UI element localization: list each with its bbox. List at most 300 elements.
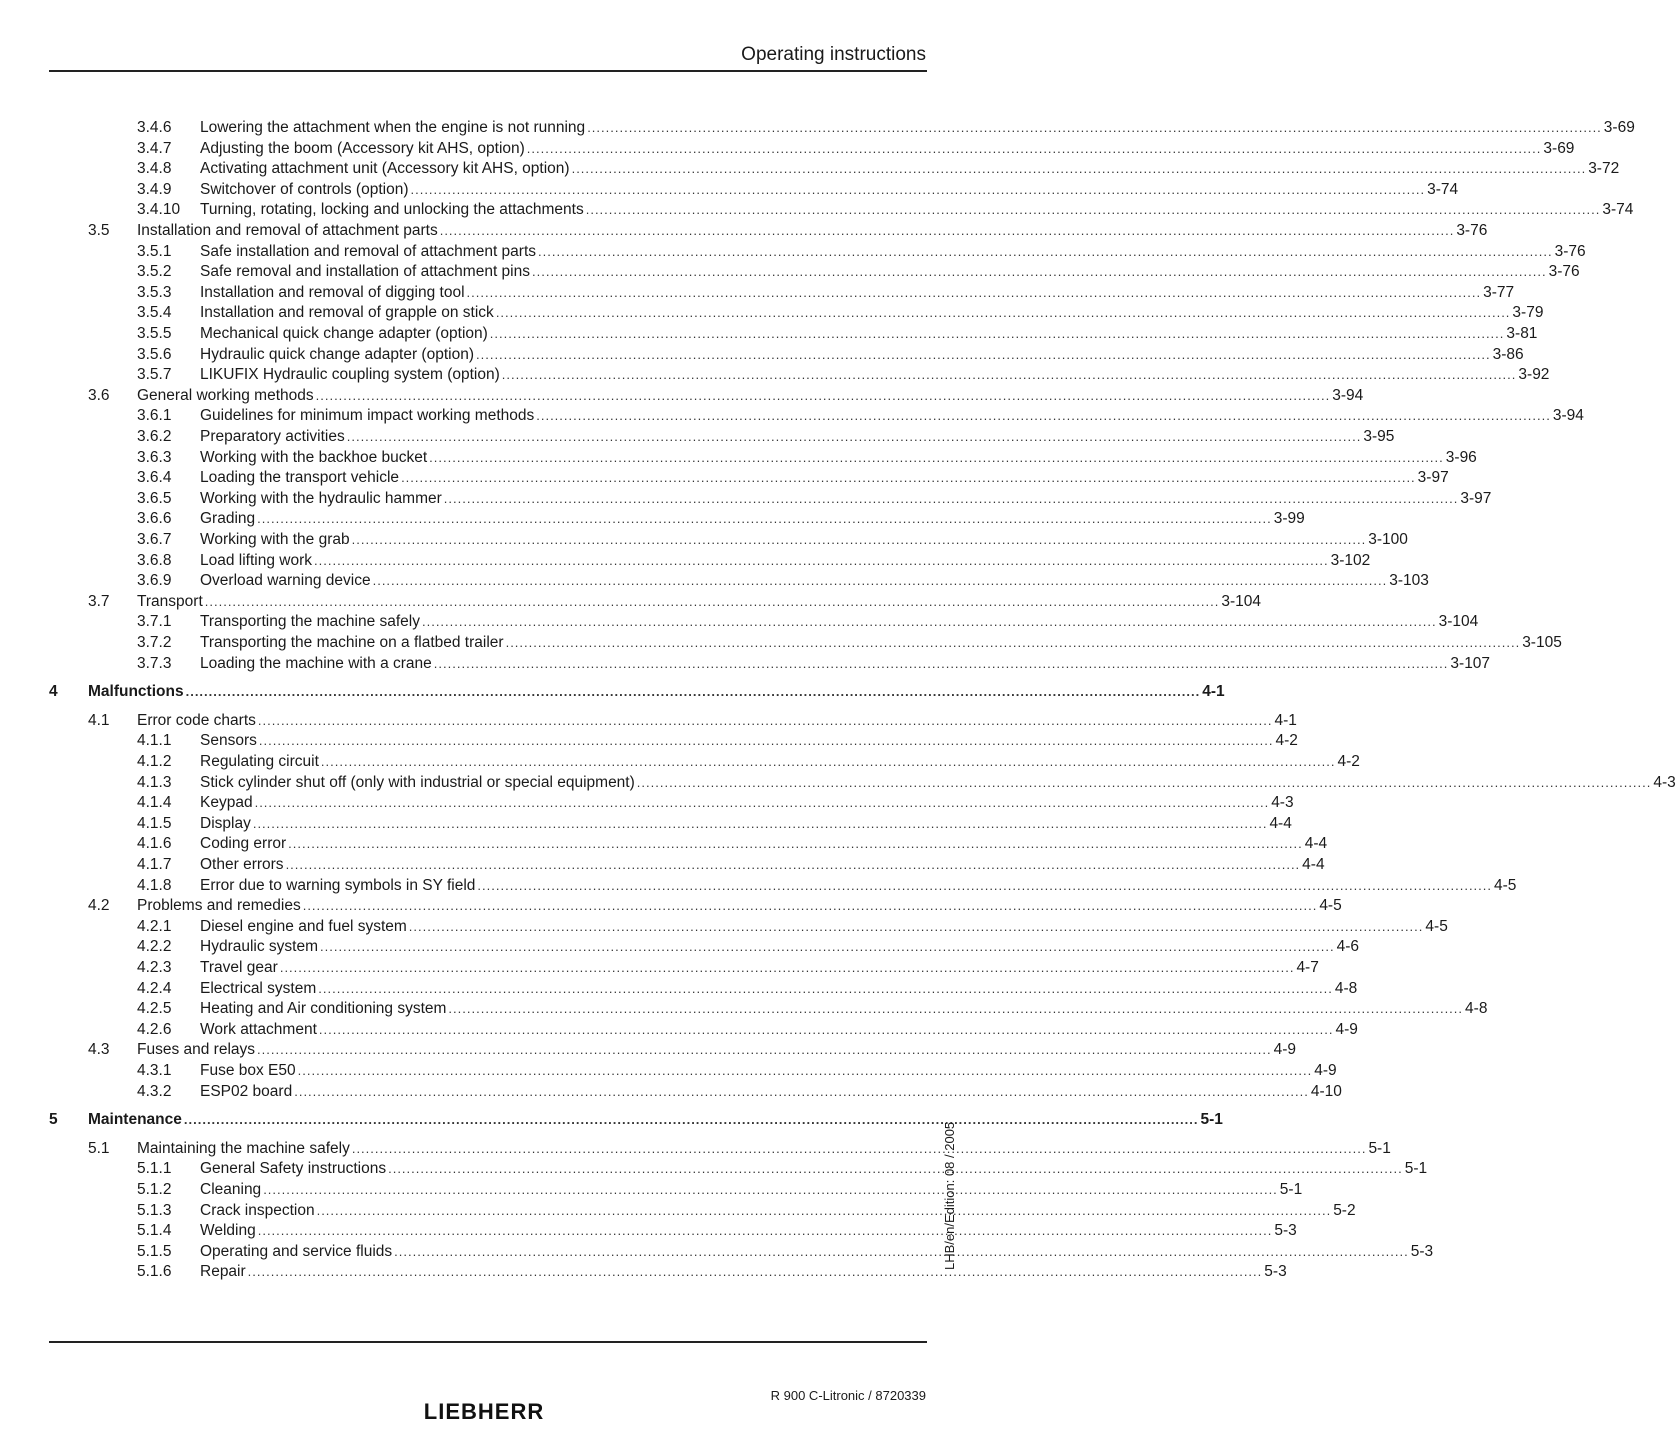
toc-leader-dots: ............................................................................................................................................................................................................................ (571, 161, 1587, 177)
toc-entry (0, 711, 1297, 731)
toc-entry-line (88, 682, 1225, 702)
toc-entry-page: 4-9 (1314, 1062, 1337, 1079)
toc-entry (0, 793, 1294, 813)
toc-entry-page: 5-3 (1274, 1222, 1297, 1240)
toc-entry-line (137, 1040, 1297, 1060)
toc-entry-line (137, 386, 1364, 406)
toc-entry (0, 1242, 1434, 1262)
toc-leader-dots: ............................................................................................................................................................................................................................ (351, 1140, 1367, 1156)
toc-entry-page: 5-1 (1200, 1111, 1223, 1129)
toc-entry-page: 3-104 (1438, 613, 1479, 631)
toc-entry-page: 3-74 (1602, 201, 1634, 219)
toc-entry (0, 489, 1492, 509)
toc-leader-dots: ............................................................................................................................................................................................................................ (476, 346, 1491, 362)
toc-entry-title: Travel gear (200, 959, 278, 976)
toc-entry-number: 4.2.4 (137, 979, 172, 997)
toc-entry-page: 3-72 (1588, 160, 1620, 178)
toc-entry (0, 1221, 1297, 1241)
toc-entry-number: 4.2 (88, 897, 110, 915)
toc-entry-page: 4-2 (1337, 753, 1360, 770)
toc-entry-title: Other errors (200, 856, 284, 873)
toc-entry-number: 3.5 (88, 222, 110, 239)
toc-entry-number: 3.7 (88, 592, 110, 610)
toc-entry-title: Work attachment (200, 1020, 317, 1038)
toc-entry (0, 242, 1586, 262)
toc-entry-line (200, 855, 1325, 875)
toc-entry-number: 4.2.6 (137, 1020, 172, 1038)
toc-entry-line (200, 118, 1635, 138)
toc-leader-dots: ............................................................................................................................................................................................................................ (346, 429, 1362, 444)
toc-entry-title: ESP02 board (200, 1082, 293, 1100)
toc-entry-line (200, 1082, 1342, 1102)
toc-entry-page: 3-94 (1552, 407, 1584, 425)
toc-entry-number: 4.1.8 (137, 876, 172, 894)
toc-entry-number: 3.6.3 (137, 448, 172, 466)
toc-entry-number: 4.1 (88, 711, 110, 729)
toc-leader-dots: ............................................................................................................................................................................................................................ (185, 684, 1201, 700)
toc-entry-number: 5.1.5 (137, 1242, 172, 1260)
toc-leader-dots: ............................................................................................................................................................................................................................ (394, 1243, 1409, 1259)
toc-entry-title: Safe installation and removal of attachment parts (200, 242, 537, 260)
toc-entry-number: 3.4.9 (137, 180, 172, 198)
toc-leader-dots: ............................................................................................................................................................................................................................ (297, 1063, 1313, 1078)
toc-entry-line (200, 1201, 1356, 1221)
toc-entry-number: 4.2.5 (137, 1000, 172, 1018)
toc-leader-dots: ............................................................................................................................................................................................................................ (318, 1021, 1334, 1037)
toc-entry (0, 386, 1364, 406)
toc-entry-title: Coding error (200, 835, 287, 853)
toc-entry-title: Maintaining the machine safely (137, 1139, 350, 1157)
toc-entry-number: 5.1.2 (137, 1181, 172, 1198)
toc-leader-dots: ............................................................................................................................................................................................................................ (495, 305, 1511, 321)
toc-entry (0, 592, 1262, 612)
toc-entry-number: 3.6 (88, 386, 110, 404)
toc-entry-number: 3.6.8 (137, 551, 172, 569)
toc-entry (0, 262, 1580, 282)
toc-entry-title: General Safety instructions (200, 1160, 387, 1178)
toc-chapter (0, 1110, 1223, 1130)
toc-entry-title: Stick cylinder shut off (only with industrial or special equipment) (200, 773, 635, 791)
toc-entry (0, 834, 1328, 854)
toc-entry-line (200, 1020, 1358, 1040)
toc-leader-dots: ............................................................................................................................................................................................................................ (372, 573, 1388, 589)
toc-entry-number: 5.1 (88, 1139, 110, 1157)
toc-entry-number: 3.5.3 (137, 283, 172, 301)
toc-entry (0, 979, 1358, 999)
toc-entry-title: Installation and removal of grapple on stick (200, 304, 494, 322)
toc-leader-dots: ............................................................................................................................................................................................................................ (526, 140, 1542, 156)
toc-entry-line (200, 612, 1479, 632)
toc-entry-line (200, 1061, 1337, 1081)
toc-leader-dots: ............................................................................................................................................................................................................................ (315, 387, 1331, 403)
toc-entry-page: 3-77 (1483, 283, 1515, 301)
toc-entry-title: Transporting the machine on a flatbed trailer (200, 634, 504, 651)
toc-leader-dots: ............................................................................................................................................................................................................................ (585, 202, 1601, 218)
toc-leader-dots: ............................................................................................................................................................................................................................ (314, 552, 1329, 568)
toc-leader-dots: ............................................................................................................................................................................................................................ (320, 754, 1336, 769)
toc-entry-page: 4-4 (1304, 835, 1328, 853)
toc-entry-title: Overload warning device (200, 572, 371, 590)
toc-entry (0, 855, 1325, 875)
toc-entry (0, 427, 1395, 447)
toc-entry-line (200, 752, 1360, 772)
toc-entry-page: 5-1 (1279, 1181, 1303, 1198)
toc-leader-dots: ............................................................................................................................................................................................................................ (421, 614, 1437, 630)
toc-entry-number: 3.6.9 (137, 572, 172, 590)
toc-entry-line (200, 876, 1517, 896)
toc-leader-dots: ............................................................................................................................................................................................................................ (247, 1264, 1263, 1280)
liebherr-logo-text: LIEBHERR (423, 1399, 545, 1424)
toc-entry-line (200, 937, 1360, 957)
toc-leader-dots: ............................................................................................................................................................................................................................ (401, 470, 1416, 486)
toc-entry (0, 118, 1635, 138)
toc-entry-page: 4-4 (1269, 814, 1292, 832)
toc-leader-dots: ............................................................................................................................................................................................................................ (433, 655, 1449, 671)
toc-entry-line (137, 592, 1262, 612)
toc-entry-line (200, 345, 1524, 365)
toc-entry-line (200, 509, 1305, 529)
toc-leader-dots: ............................................................................................................................................................................................................................ (448, 1001, 1464, 1017)
toc-entry-line (137, 221, 1488, 241)
toc-entry-number: 3.5.2 (137, 263, 172, 281)
toc-leader-dots: ............................................................................................................................................................................................................................ (388, 1161, 1403, 1177)
toc-entry-page: 3-76 (1554, 242, 1586, 260)
toc-entry-number: 5 (49, 1111, 58, 1129)
toc-entry-line (137, 1139, 1391, 1159)
toc-entry-page: 4-7 (1296, 959, 1319, 976)
toc-entry-title: Transport (137, 592, 203, 610)
toc-leader-dots: ............................................................................................................................................................................................................................ (302, 898, 1318, 914)
toc-entry (0, 1180, 1303, 1200)
toc-entry-title: Crack inspection (200, 1201, 315, 1219)
toc-entry (0, 814, 1292, 834)
toc-entry (0, 654, 1491, 674)
toc-entry-number: 4.2.2 (137, 938, 172, 956)
toc-leader-dots: ............................................................................................................................................................................................................................ (257, 511, 1272, 527)
toc-entry-line (200, 731, 1298, 751)
toc-entry-number: 4.1.4 (137, 794, 172, 812)
toc-entry-page: 5-2 (1333, 1201, 1356, 1219)
toc-entry (0, 937, 1360, 957)
toc-entry-line (200, 303, 1544, 323)
toc-entry-title: Fuse box E50 (200, 1062, 296, 1079)
toc-entry-page: 5-3 (1410, 1242, 1434, 1260)
toc-entry-title: Operating and service fluids (200, 1242, 393, 1260)
toc-entry (0, 406, 1584, 426)
toc-entry-line (200, 159, 1620, 179)
toc-entry-line (200, 773, 1676, 793)
toc-entry-line (200, 448, 1477, 468)
toc-entry (0, 633, 1562, 653)
footer-rule (49, 1341, 927, 1343)
toc-leader-dots: ............................................................................................................................................................................................................................ (257, 712, 1273, 728)
toc-entry-number: 4.1.3 (137, 773, 172, 791)
toc-entry-line (200, 654, 1491, 674)
toc-entry-number: 3.7.1 (137, 613, 172, 631)
toc-entry-line (200, 1262, 1287, 1282)
toc-entry-line (200, 633, 1562, 653)
toc-entry (0, 958, 1319, 978)
toc-entry (0, 345, 1524, 365)
toc-entry (0, 324, 1538, 344)
toc-entry-page: 5-3 (1264, 1263, 1287, 1281)
toc-entry-number: 3.6.5 (137, 489, 172, 507)
toc-leader-dots: ............................................................................................................................................................................................................................ (408, 918, 1424, 934)
toc-entry-title: Mechanical quick change adapter (option) (200, 325, 488, 342)
toc-entry-page: 4-3 (1271, 794, 1294, 812)
toc-entry-title: LIKUFIX Hydraulic coupling system (option) (200, 366, 500, 384)
toc-entry-number: 3.6.6 (137, 510, 172, 528)
toc-entry (0, 509, 1305, 529)
toc-entry-line (200, 571, 1429, 591)
toc-entry-title: Transporting the machine safely (200, 613, 420, 631)
toc-entry-page: 3-97 (1460, 489, 1492, 507)
toc-leader-dots: ............................................................................................................................................................................................................................ (351, 532, 1367, 547)
toc-entry-number: 4.1.6 (137, 835, 172, 853)
toc-entry-number: 3.6.4 (137, 469, 172, 487)
toc-entry (0, 999, 1488, 1019)
toc-entry-number: 3.4.7 (137, 139, 172, 157)
toc-entry-line (200, 324, 1538, 344)
toc-entry-title: Switchover of controls (option) (200, 180, 409, 198)
toc-entry-number: 4.1.2 (137, 753, 172, 770)
toc-entry-title: Adjusting the boom (Accessory kit AHS, option) (200, 139, 525, 157)
toc-entry-page: 3-96 (1445, 448, 1477, 466)
toc-leader-dots: ............................................................................................................................................................................................................................ (443, 490, 1459, 506)
toc-entry-line (200, 814, 1292, 834)
toc-entry-page: 4-1 (1202, 683, 1225, 701)
toc-entry (0, 773, 1676, 793)
toc-entry (0, 1139, 1391, 1159)
toc-entry-number: 3.7.3 (137, 654, 172, 672)
toc-entry-title: Preparatory activities (200, 428, 345, 445)
toc-entry-title: Fuses and relays (137, 1041, 256, 1059)
toc-entry-title: Welding (200, 1222, 256, 1240)
toc-entry-number: 3.5.4 (137, 304, 172, 322)
toc-leader-dots: ............................................................................................................................................................................................................................ (285, 857, 1301, 872)
toc-entry (0, 612, 1479, 632)
toc-leader-dots: ............................................................................................................................................................................................................................ (288, 836, 1303, 852)
toc-leader-dots: ............................................................................................................................................................................................................................ (505, 635, 1521, 650)
toc-entry (0, 221, 1488, 241)
toc-entry (0, 551, 1371, 571)
toc-entry-number: 3.4.8 (137, 160, 172, 178)
toc-entry-title: Display (200, 814, 251, 832)
toc-entry-number: 3.4.10 (137, 201, 181, 219)
toc-entry-number: 5.1.6 (137, 1263, 172, 1281)
document-id: R 900 C-Litronic / 8720339 (770, 1388, 926, 1403)
toc-entry-page: 4-9 (1273, 1041, 1297, 1059)
toc-entry (0, 1082, 1342, 1102)
toc-entry-page: 5-1 (1368, 1139, 1391, 1157)
toc-entry-title: Heating and Air conditioning system (200, 1000, 447, 1018)
toc-entry-number: 3.6.7 (137, 531, 172, 548)
toc-entry (0, 1040, 1297, 1060)
toc-leader-dots: ............................................................................................................................................................................................................................ (316, 1202, 1332, 1218)
toc-entry (0, 731, 1298, 751)
toc-entry-line (200, 958, 1319, 978)
toc-entry (0, 180, 1459, 200)
toc-entry-page: 4-8 (1465, 1000, 1488, 1018)
toc-leader-dots: ............................................................................................................................................................................................................................ (204, 593, 1220, 609)
toc-entry-number: 3.4.6 (137, 119, 172, 136)
toc-leader-dots: ............................................................................................................................................................................................................................ (429, 449, 1444, 465)
toc-leader-dots: ............................................................................................................................................................................................................................ (263, 1182, 1278, 1197)
toc-entry-number: 3.5.5 (137, 325, 172, 342)
toc-leader-dots: ............................................................................................................................................................................................................................ (258, 733, 1274, 749)
toc-entry-page: 4-10 (1310, 1082, 1342, 1100)
toc-entry-page: 4-1 (1274, 711, 1297, 729)
toc-entry-title: Working with the grab (200, 531, 350, 548)
toc-leader-dots: ............................................................................................................................................................................................................................ (257, 1223, 1273, 1239)
toc-leader-dots: ............................................................................................................................................................................................................................ (410, 181, 1426, 197)
toc-leader-dots: ............................................................................................................................................................................................................................ (477, 877, 1493, 893)
toc-entry-line (200, 793, 1294, 813)
toc-entry (0, 752, 1360, 772)
toc-entry (0, 896, 1342, 916)
toc-entry-number: 4.3 (88, 1041, 110, 1059)
toc-entry (0, 303, 1544, 323)
toc-entry-page: 3-99 (1273, 510, 1305, 528)
toc-leader-dots: ............................................................................................................................................................................................................................ (538, 243, 1553, 259)
toc-entry-page: 4-2 (1275, 732, 1298, 750)
toc-entry-page: 3-76 (1548, 263, 1580, 281)
toc-entry-title: Lowering the attachment when the engine is not running (200, 119, 586, 136)
toc-entry-page: 3-94 (1332, 386, 1364, 404)
toc-entry-line (200, 999, 1488, 1019)
toc-entry-line (200, 468, 1449, 488)
toc-entry-number: 3.5.6 (137, 345, 172, 363)
toc-entry-number: 3.5.7 (137, 366, 172, 384)
toc-leader-dots: ............................................................................................................................................................................................................................ (254, 795, 1270, 811)
toc-entry-line (200, 1242, 1434, 1262)
toc-entry-title: Error due to warning symbols in SY field (200, 876, 476, 894)
toc-entry-title: Activating attachment unit (Accessory kit AHS, option) (200, 160, 570, 178)
toc-entry (0, 530, 1408, 550)
toc-entry-line (200, 489, 1492, 509)
toc-entry-number: 4.2.3 (137, 959, 172, 976)
toc-leader-dots: ............................................................................................................................................................................................................................ (294, 1083, 1309, 1099)
toc-entry (0, 1061, 1337, 1081)
toc-leader-dots: ............................................................................................................................................................................................................................ (532, 264, 1547, 280)
toc-entry-line (200, 283, 1515, 303)
toc-entry-line (200, 242, 1586, 262)
toc-entry-title: Problems and remedies (137, 897, 301, 915)
toc-entry-page: 3-74 (1427, 180, 1459, 198)
toc-entry-number: 3.6.1 (137, 407, 172, 425)
toc-leader-dots: ............................................................................................................................................................................................................................ (320, 939, 1335, 955)
toc-entry-title: Grading (200, 510, 256, 528)
toc-entry-page: 3-100 (1368, 531, 1408, 548)
toc-entry-title: Loading the transport vehicle (200, 469, 400, 487)
toc-entry-line (200, 180, 1459, 200)
toc-entry-title: Error code charts (137, 711, 256, 729)
toc-entry-title: Sensors (200, 732, 257, 750)
toc-entry (0, 917, 1448, 937)
toc-entry-line (200, 406, 1584, 426)
toc-entry (0, 200, 1634, 220)
toc-entry-title: Cleaning (200, 1181, 262, 1198)
toc-entry-title: Regulating circuit (200, 753, 319, 770)
toc-entry-line (200, 1221, 1297, 1241)
toc-entry (0, 159, 1620, 179)
toc-entry-title: Electrical system (200, 979, 317, 997)
toc-entry-page: 3-92 (1518, 366, 1550, 384)
toc-entry-page: 3-86 (1492, 345, 1524, 363)
toc-entry-page: 3-69 (1603, 119, 1635, 136)
toc-leader-dots: ............................................................................................................................................................................................................................ (439, 223, 1455, 238)
toc-entry-page: 3-79 (1512, 304, 1544, 322)
toc-entry-page: 4-4 (1302, 856, 1325, 873)
toc-entry-title: Working with the backhoe bucket (200, 448, 428, 466)
toc-entry-page: 4-5 (1494, 876, 1517, 894)
toc-entry-line (200, 1180, 1303, 1200)
toc-entry (0, 1262, 1287, 1282)
toc-entry-line (88, 1110, 1223, 1130)
toc-entry-title: General working methods (137, 386, 314, 404)
toc-entry (0, 1201, 1356, 1221)
toc-entry-page: 3-95 (1363, 428, 1395, 445)
toc-entry-title: Hydraulic system (200, 938, 318, 956)
edition-side-note: LHB/en/Edition: 08 / 2005 (942, 1121, 957, 1270)
toc-entry-page: 4-6 (1336, 938, 1360, 956)
toc-entry-number: 4.1.5 (137, 814, 172, 832)
toc-entry-page: 3-105 (1522, 634, 1562, 651)
toc-entry (0, 1020, 1358, 1040)
toc-entry (0, 448, 1477, 468)
toc-entry-page: 4-5 (1425, 917, 1448, 935)
toc-leader-dots: ............................................................................................................................................................................................................................ (536, 408, 1551, 424)
toc-entry-line (200, 551, 1371, 571)
toc-entry-number: 5.1.4 (137, 1222, 172, 1240)
toc-entry-number: 5.1.3 (137, 1201, 172, 1219)
toc-entry (0, 468, 1449, 488)
toc-entry-line (200, 365, 1550, 385)
toc-entry-number: 4.1.7 (137, 856, 172, 873)
toc-leader-dots: ............................................................................................................................................................................................................................ (501, 367, 1517, 383)
toc-entry-page: 3-97 (1417, 469, 1449, 487)
toc-entry-line (200, 1159, 1428, 1179)
toc-entry-page: 3-76 (1456, 222, 1488, 239)
toc-entry-title: Safe removal and installation of attachment pins (200, 263, 530, 281)
toc-entry-page: 3-102 (1330, 551, 1371, 569)
toc-entry-number: 4.1.1 (137, 732, 172, 750)
toc-leader-dots: ............................................................................................................................................................................................................................ (587, 120, 1602, 135)
toc-entry-page: 3-69 (1543, 139, 1575, 157)
toc-entry-page: 4-5 (1319, 897, 1342, 915)
toc-leader-dots: ............................................................................................................................................................................................................................ (279, 960, 1295, 975)
toc-entry-line (200, 979, 1358, 999)
toc-entry-page: 3-104 (1221, 592, 1262, 610)
toc-entry-page: 3-107 (1450, 654, 1491, 672)
toc-chapter (0, 682, 1225, 702)
toc-entry (0, 571, 1429, 591)
toc-entry-title: Load lifting work (200, 551, 313, 569)
toc-entry-title: Malfunctions (88, 683, 184, 701)
toc-entry-title: Maintenance (88, 1111, 182, 1129)
toc-entry (0, 1159, 1428, 1179)
toc-entry-number: 3.6.2 (137, 428, 172, 445)
toc-entry-number: 4.3.1 (137, 1062, 172, 1079)
toc-leader-dots: ............................................................................................................................................................................................................................ (318, 980, 1333, 996)
toc-entry-title: Turning, rotating, locking and unlocking the attachments (200, 201, 584, 219)
toc-leader-dots: ............................................................................................................................................................................................................................ (252, 815, 1268, 831)
toc-entry-line (200, 262, 1580, 282)
toc-entry-title: Diesel engine and fuel system (200, 917, 407, 935)
toc-entry (0, 139, 1575, 159)
toc-entry-title: Guidelines for minimum impact working methods (200, 407, 535, 425)
toc-entry-number: 4.2.1 (137, 917, 172, 935)
